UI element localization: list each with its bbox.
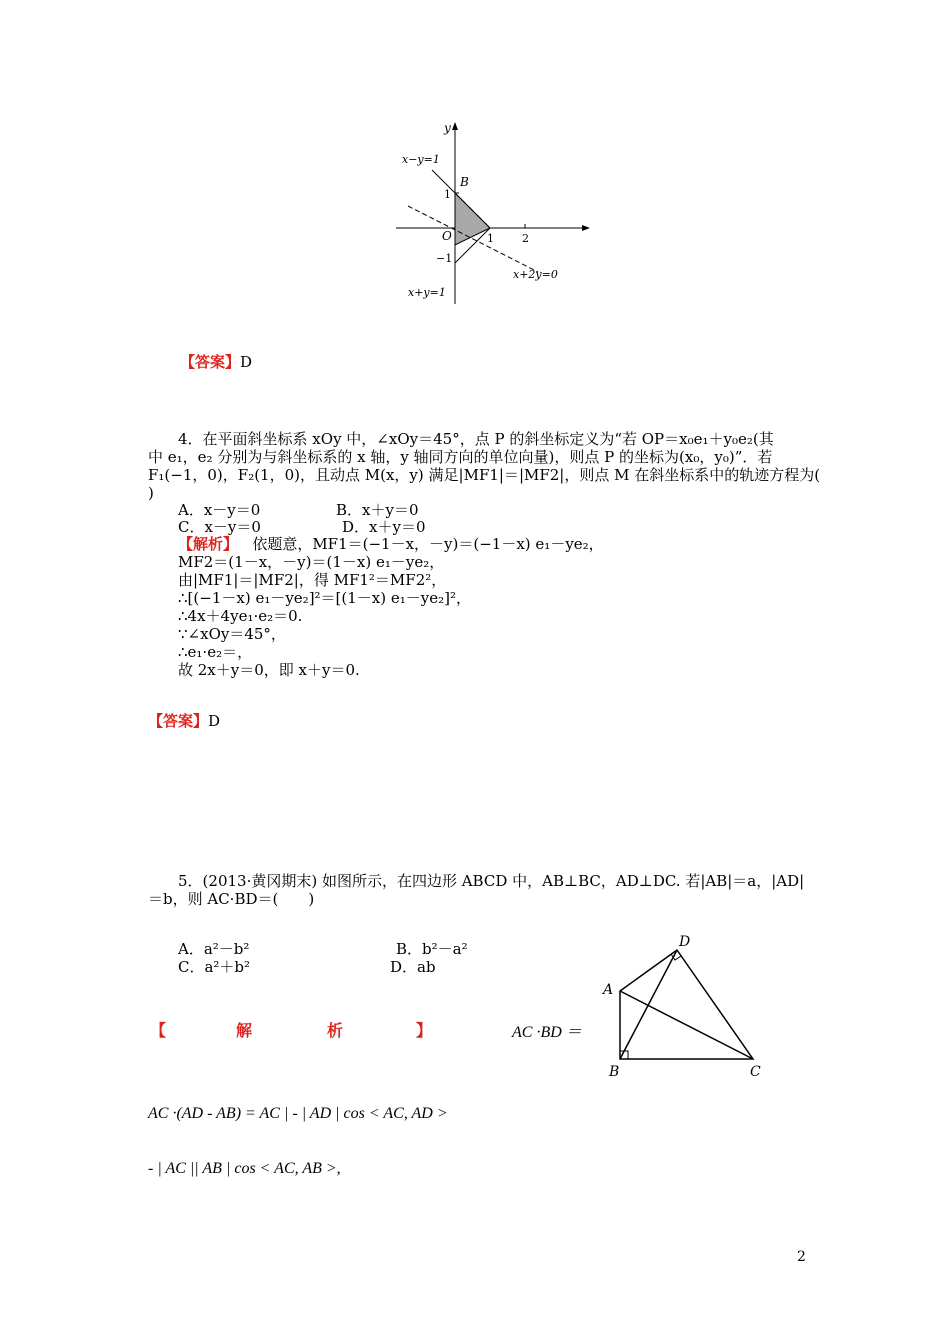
coordinate-figure [390, 118, 600, 313]
q5-option-a: A．a²－b² [178, 940, 250, 958]
label-A: A [603, 982, 614, 998]
label-2: 2 [522, 232, 529, 245]
q4-option-c: C．x－y＝0 [178, 518, 261, 536]
answer-tag: 【答案】 [180, 353, 241, 371]
analysis4-line6: ∵∠xOy＝45°， [178, 625, 286, 643]
analysis-tag: 【解析】 [178, 535, 239, 553]
page-number: 2 [797, 1249, 806, 1265]
q5-line1: 5．(2013·黄冈期末) 如图所示，在四边形 ABCD 中，AB⊥BC，AD⊥DC. 若|AB|＝a，|AD| [178, 872, 805, 890]
analysis5-expr2: - | AC || AB | cos < AC, AB >, [148, 1160, 341, 1177]
q4-line1: 4．在平面斜坐标系 xOy 中，∠xOy＝45°，点 P 的斜坐标定义为“若 OP＝x₀e₁＋y₀e₂(其 [178, 430, 774, 448]
analysis5-tag-jie: 解 [236, 1021, 253, 1040]
label-1x: 1 [487, 232, 494, 245]
label-1y: 1 [444, 188, 451, 201]
quadrilateral-figure [595, 928, 775, 1083]
answer-value: D [240, 353, 253, 371]
diagonal-bd [620, 950, 677, 1059]
analysis5-expr0: AC ·BD ＝ [512, 1024, 582, 1041]
answer-block-1 [180, 351, 252, 372]
label-C: C [750, 1064, 761, 1080]
analysis5-expr1: AC ·(AD - AB) = AC | - | AD | cos < AC, AD > [148, 1105, 448, 1122]
label-x-minus-y: x−y=1 [402, 153, 440, 166]
analysis4-line5: ∴4x＋4ye₁·e₂＝0. [178, 607, 303, 625]
analysis5-tag-close: 】 [416, 1021, 433, 1040]
quadrilateral-outline [620, 950, 753, 1059]
analysis4-line7: ∴e₁·e₂＝， [178, 643, 253, 661]
analysis4-line2: MF2＝(1－x，－y)＝(1－x) e₁－ye₂， [178, 553, 445, 571]
analysis4-line8: 故 2x＋y＝0，即 x＋y＝0. [178, 661, 360, 679]
shaded-region [455, 193, 490, 245]
q4-option-b: B．x＋y＝0 [336, 501, 419, 519]
q5-option-d: D．ab [390, 958, 436, 976]
analysis5-tag-open: 【 [150, 1021, 167, 1040]
analysis4-line1 [178, 535, 604, 553]
label-y: y [444, 121, 451, 135]
q4-line3: F₁(−1，0)，F₂(1，0)，且动点 M(x，y) 满足|MF1|＝|MF2|，则点 M 在斜坐标系中的轨迹方程为( [148, 466, 821, 484]
answer-value: D [208, 712, 221, 730]
label-O: O [442, 229, 452, 243]
analysis4-line4: ∴[(−1－x) e₁－ye₂]²＝[(1－x) e₁－ye₂]²， [178, 589, 472, 607]
label-x-plus-2y: x+2y=0 [513, 268, 558, 281]
answer-block-2 [148, 710, 220, 731]
q4-option-a: A．x－y＝0 [178, 501, 261, 519]
answer-tag: 【答案】 [148, 712, 209, 730]
x-axis-arrow [582, 225, 590, 231]
q4-option-d: D．x＋y＝0 [342, 518, 426, 536]
analysis5-tag-xi: 析 [327, 1021, 344, 1040]
label-neg1: −1 [436, 252, 453, 265]
q5-option-b: B．b²－a² [396, 940, 468, 958]
q5-line2: ＝b，则 AC·BD＝( ) [148, 890, 315, 908]
analysis4-line3: 由|MF1|＝|MF2|，得 MF1²＝MF2²， [178, 571, 447, 589]
y-axis-arrow [452, 122, 458, 130]
label-B: B [609, 1064, 620, 1080]
diagonal-ac [620, 991, 753, 1059]
q5-option-c: C．a²＋b² [178, 958, 251, 976]
label-B: B [460, 175, 469, 189]
analysis4-text1: 依题意，MF1＝(−1－x，－y)＝(−1－x) e₁－ye₂， [252, 535, 604, 553]
label-x-plus-y: x+y=1 [408, 286, 446, 299]
label-D: D [679, 934, 691, 950]
q4-line4: ) [148, 484, 154, 502]
q4-line2: 中 e₁，e₂ 分别为与斜坐标系的 x 轴，y 轴同方向的单位向量)，则点 P 的坐标为(x₀，y₀)”．若 [148, 448, 773, 466]
